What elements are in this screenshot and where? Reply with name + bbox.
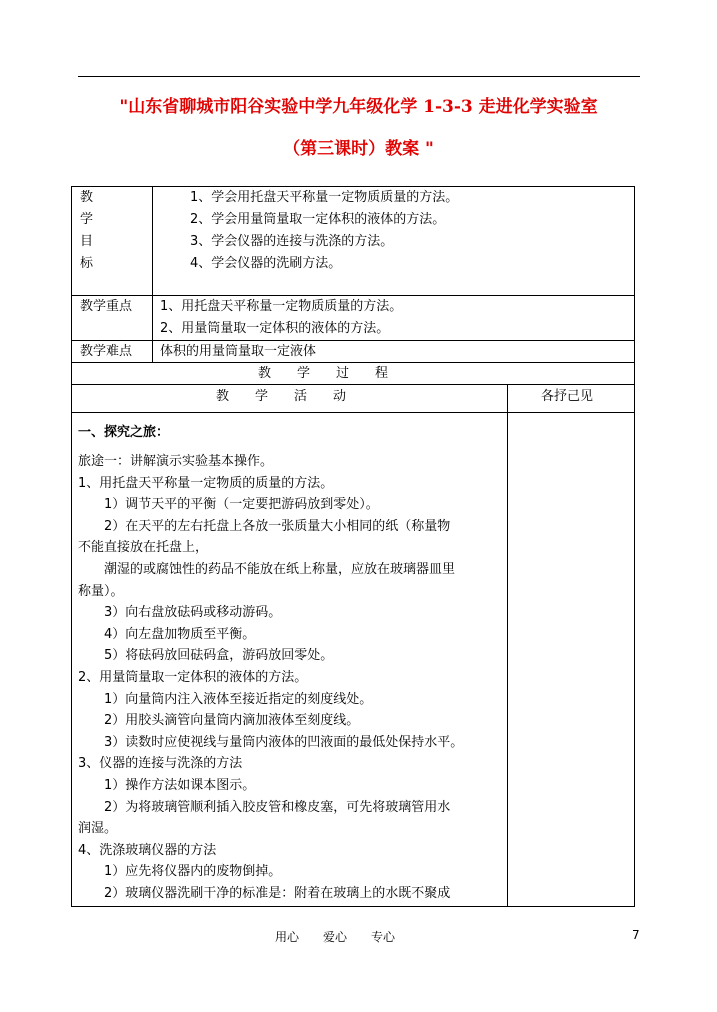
objectives-label-2: 学 bbox=[80, 212, 94, 227]
row-rule bbox=[71, 412, 635, 413]
objectives-label-1: 教 bbox=[80, 190, 94, 205]
activity-line: 1、用托盘天平称量一定物质的质量的方法。 bbox=[78, 475, 334, 491]
difficulty-label: 教学难点 bbox=[80, 344, 133, 359]
key-point-item: 1、用托盘天平称量一定物质质量的方法。 bbox=[160, 299, 403, 314]
key-point-item: 2、用量筒量取一定体积的液体的方法。 bbox=[160, 321, 390, 336]
activity-line: 旅途一：讲解演示实验基本操作。 bbox=[78, 454, 274, 469]
objectives-label-4: 标 bbox=[80, 256, 94, 271]
footer-motto: 用心 爱心 专心 bbox=[275, 930, 396, 944]
notes-header: 各抒己见 bbox=[541, 389, 594, 404]
activity-line: 2、用量筒量取一定体积的液体的方法。 bbox=[78, 670, 308, 685]
activity-line: 称量）。 bbox=[78, 583, 124, 599]
process-header: 教 学 过 程 bbox=[258, 366, 389, 381]
difficulty-text: 体积的用量筒量取一定液体 bbox=[160, 344, 317, 359]
activity-line: 1）向量筒内注入液体至接近指定的刻度线处。 bbox=[78, 691, 373, 707]
activity-line: 3）读数时应使视线与量筒内液体的凹液面的最低处保持水平。 bbox=[78, 734, 464, 750]
activity-line: 润湿。 bbox=[78, 821, 118, 837]
activity-line: 不能直接放在托盘上， bbox=[78, 540, 209, 556]
activity-line: 4、洗涤玻璃仪器的方法 bbox=[78, 842, 217, 858]
col-rule bbox=[507, 384, 508, 907]
objective-item: 1、学会用托盘天平称量一定物质质量的方法。 bbox=[190, 190, 459, 205]
activity-line: 5）将砝码放回砝码盒，游码放回零处。 bbox=[78, 648, 334, 664]
page-number: 7 bbox=[632, 928, 640, 942]
doc-title-line1: "山东省聊城市阳谷实验中学九年级化学 1-3-3 走进化学实验室 bbox=[119, 97, 598, 117]
activity-header: 教 学 活 动 bbox=[216, 389, 347, 404]
activity-line: 2）玻璃仪器洗刷干净的标准是：附着在玻璃上的水既不聚成 bbox=[78, 886, 451, 901]
activity-line: 潮湿的或腐蚀性的药品不能放在纸上称量，应放在玻璃器皿里 bbox=[78, 562, 456, 577]
header-rule bbox=[78, 76, 640, 77]
objective-item: 4、学会仪器的洗刷方法。 bbox=[190, 256, 342, 271]
activity-line: 1）操作方法如课本图示。 bbox=[78, 778, 256, 793]
objectives-label-3: 目 bbox=[80, 234, 94, 249]
activity-line: 2）为将玻璃管顺利插入胶皮管和橡皮塞，可先将玻璃管用水 bbox=[78, 799, 451, 815]
activity-line: 1）调节天平的平衡（一定要把游码放到零处）。 bbox=[78, 497, 379, 513]
doc-title-line2: （第三课时）教案 " bbox=[283, 139, 434, 159]
section-title: 一、探究之旅： bbox=[78, 425, 170, 440]
activity-line: 1）应先将仪器内的废物倒掉。 bbox=[78, 864, 282, 880]
activity-line: 2）在天平的左右托盘上各放一张质量大小相同的纸（称量物 bbox=[78, 518, 451, 534]
activity-line: 2）用胶头滴管向量筒内滴加液体至刻度线。 bbox=[78, 713, 360, 729]
activity-line: 3、仪器的连接与洗涤的方法 bbox=[78, 756, 243, 772]
activity-line: 4）向左盘加物质至平衡。 bbox=[78, 626, 256, 642]
activity-line: 3）向右盘放砝码或移动游码。 bbox=[78, 605, 282, 621]
key-points-label: 教学重点 bbox=[80, 299, 133, 314]
col-rule bbox=[152, 186, 153, 362]
objective-item: 2、学会用量筒量取一定体积的液体的方法。 bbox=[190, 212, 446, 227]
objective-item: 3、学会仪器的连接与洗涤的方法。 bbox=[190, 234, 394, 249]
row-rule bbox=[71, 340, 635, 341]
